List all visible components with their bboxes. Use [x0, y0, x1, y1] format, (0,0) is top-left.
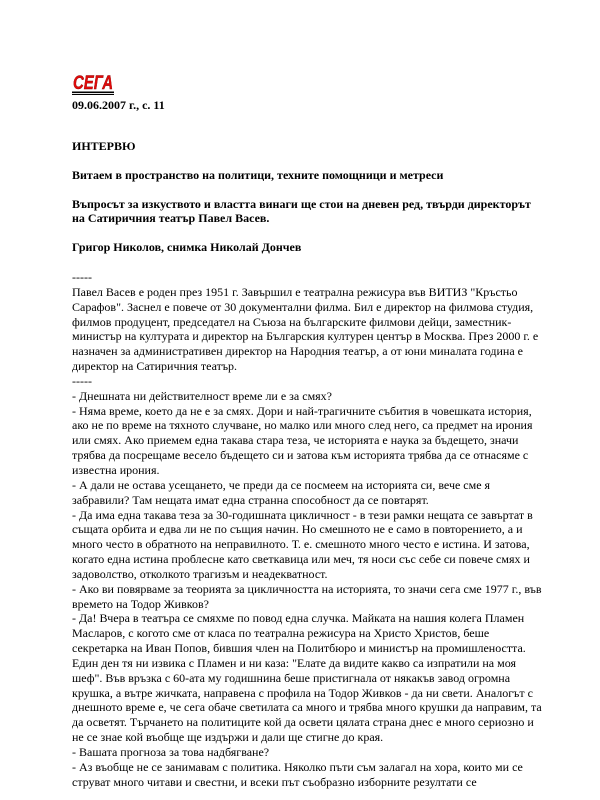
interview-question: - Ако ви повярваме за теорията за цикличността на историята, то значи сега сме 1977 г., във времето на Тодор Живков? [72, 581, 542, 611]
article-body [72, 270, 542, 790]
logo-text: СЕГА [73, 73, 113, 94]
section-label: ИНТЕРВЮ [72, 139, 136, 153]
sega-logo [72, 68, 114, 96]
article-lead: Въпросът за изкуството и властта винаги ще стои на дневен ред, твърди директорът на Сатиричния театър Павел Васев. [72, 197, 531, 225]
interview-question: - А дали не остава усещането, че преди да се посмеем на историята си, вече сме я забравили? Там нещата имат една странна способност да се повтарят. [72, 477, 491, 507]
separator-bottom: ----- [72, 373, 92, 388]
interview-answer: - Да! Вчера в театъра се смяхме по повод една случка. Майката на нашия колега Пламен Масларов, с когото сме от класа по театрална режисура на Христо Христов, беше секретарка на Иван Попов, бившия член на Политбюро и министър на промишлеността. Един ден тя ни извика с Пламен и ни каза: "Елате да видите какво са изпратили на моя шеф". Във връзка с 60-ата му годишнина беше пристигнала от някакъв завод огромна крушка, а вътре жичката, направена с профила на Тодор Живков - да ни свети. Аналогът с днешното време е, че сега обаче светилата са много и трябва много крушки да направим, та да осветят. Търчането на политиците кой да освети цялата страна днес е много сериозно и не се знае кой въобще ще издържи и дали ще стигне до края. [72, 611, 542, 745]
article [72, 68, 542, 790]
date-line: 09.06.2007 г., с. 11 [72, 98, 165, 112]
byline: Григор Николов, снимка Николай Дончев [72, 240, 302, 254]
interview-text [72, 389, 542, 790]
article-title: Витаем в пространство на политици, техните помощници и метреси [72, 168, 444, 182]
separator-top: ----- [72, 270, 92, 284]
interview-question: - Днешната ни действителност време ли е за смях? [72, 388, 333, 403]
interview-answer: - Няма време, което да не е за смях. Дори и най-трагичните събития в човешката история, ако не по време на тяхното случване, но малко или много след него, са предмет на ирония или смях. Ако приемем една такава стара теза, че историята е наука за бъдещето, значи трябва да посрещаме весело бъдещето си и затова към историята трябва да се отнасяме с известна ирония. [72, 403, 533, 477]
interview-question: - Вашата прогноза за това надбягване? [72, 745, 270, 759]
interview-answer: - Аз въобще не се занимавам с политика. Няколко пъти съм залагал на хора, които ми се струват много читави и свестни, и всеки път съобразно изборните резултати се [72, 759, 523, 789]
interview-answer: - Да има една такава теза за 30-годишната цикличност - в тези рамки нещата се завъртат в същата орбита и едва ли не по същия начин. Но смешното не е само в повторението, а и много често в обратното на неправилното. Т. е. смешното много често е истина. И затова, когато една истина проблесне като светкавица или меч, тя носи със себе си повече смях и задоволство, отколкото трагизъм и неадекватност. [72, 507, 533, 581]
author-bio: Павел Васев е роден през 1951 г. Завършил е театрална режисура във ВИТИЗ "Кръстьо Сарафов". Заснел е повече от 30 документални филма. Бил е директор на филмова студия, филмов продуцент, председател на Съюза на българските филмови дейци, заместник-министър на културата и директор на Българския културен център в Москва. През 2000 г. е назначен за административен директор на Народния театър, а от юни миналата година е директор на Сатиричния театър. [72, 284, 539, 374]
